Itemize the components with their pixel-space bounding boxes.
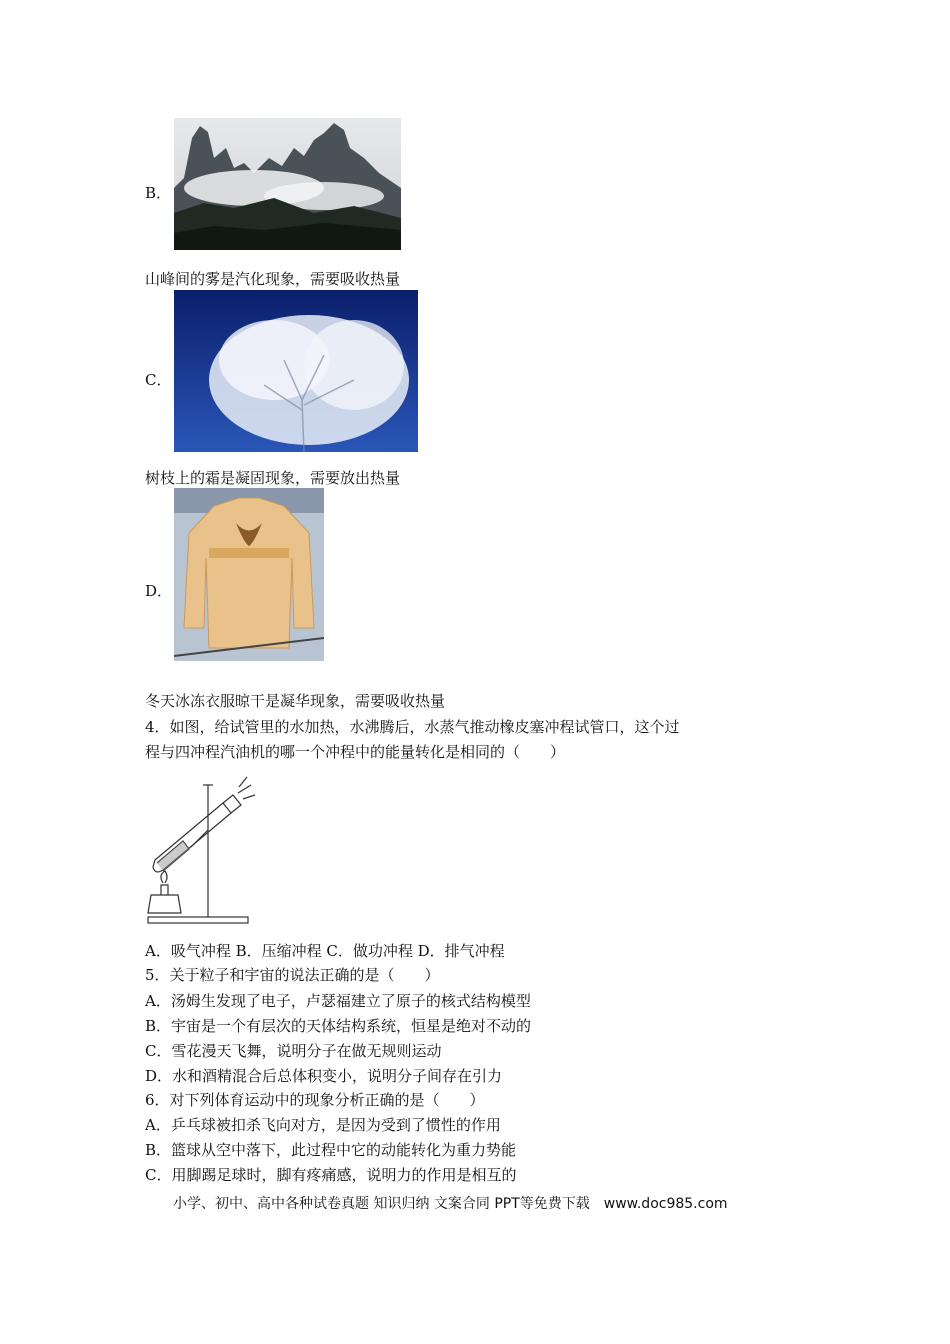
- q4-stem-line2: 程与四冲程汽油机的哪一个冲程中的能量转化是相同的（ ）: [145, 743, 566, 761]
- mountain-fog-image: [174, 118, 401, 250]
- q6-option-c: C．用脚踢足球时，脚有疼痛感，说明力的作用是相互的: [145, 1166, 517, 1184]
- option-c-letter: C．: [145, 371, 172, 389]
- q5-option-c: C．雪花漫天飞舞，说明分子在做无规则运动: [145, 1042, 442, 1060]
- q5-option-b: B．宇宙是一个有层次的天体结构系统，恒星是绝对不动的: [145, 1017, 532, 1035]
- frozen-sweater-image: [174, 488, 324, 661]
- q6-option-b: B．篮球从空中落下，此过程中它的动能转化为重力势能: [145, 1141, 517, 1159]
- q5-stem: 5．关于粒子和宇宙的说法正确的是（ ）: [145, 966, 440, 984]
- option-b-caption: 山峰间的雾是汽化现象，需要吸收热量: [145, 270, 401, 288]
- option-d-letter: D．: [145, 582, 173, 600]
- option-b-letter: B．: [145, 184, 172, 202]
- option-c-caption: 树枝上的霜是凝固现象，需要放出热量: [145, 469, 401, 487]
- q5-option-a: A．汤姆生发现了电子，卢瑟福建立了原子的核式结构模型: [145, 992, 531, 1010]
- q4-options: A．吸气冲程 B．压缩冲程 C．做功冲程 D．排气冲程: [145, 942, 505, 960]
- q6-option-a: A．乒乓球被扣杀飞向对方，是因为受到了惯性的作用: [145, 1116, 501, 1134]
- footer-watermark: 小学、初中、高中各种试卷真题 知识归纳 文案合同 PPT等免费下载 www.doc985.com: [173, 1196, 728, 1212]
- frost-tree-image: [174, 290, 418, 452]
- q5-option-d: D．水和酒精混合后总体积变小，说明分子间存在引力: [145, 1067, 503, 1085]
- q4-stem-line1: 4．如图，给试管里的水加热，水沸腾后，水蒸气推动橡皮塞冲程试管口，这个过: [145, 718, 680, 736]
- q6-stem: 6．对下列体育运动中的现象分析正确的是（ ）: [145, 1091, 485, 1109]
- option-d-caption: 冬天冰冻衣服晾干是凝华现象，需要吸收热量: [145, 692, 446, 710]
- test-tube-apparatus-image: [143, 775, 256, 927]
